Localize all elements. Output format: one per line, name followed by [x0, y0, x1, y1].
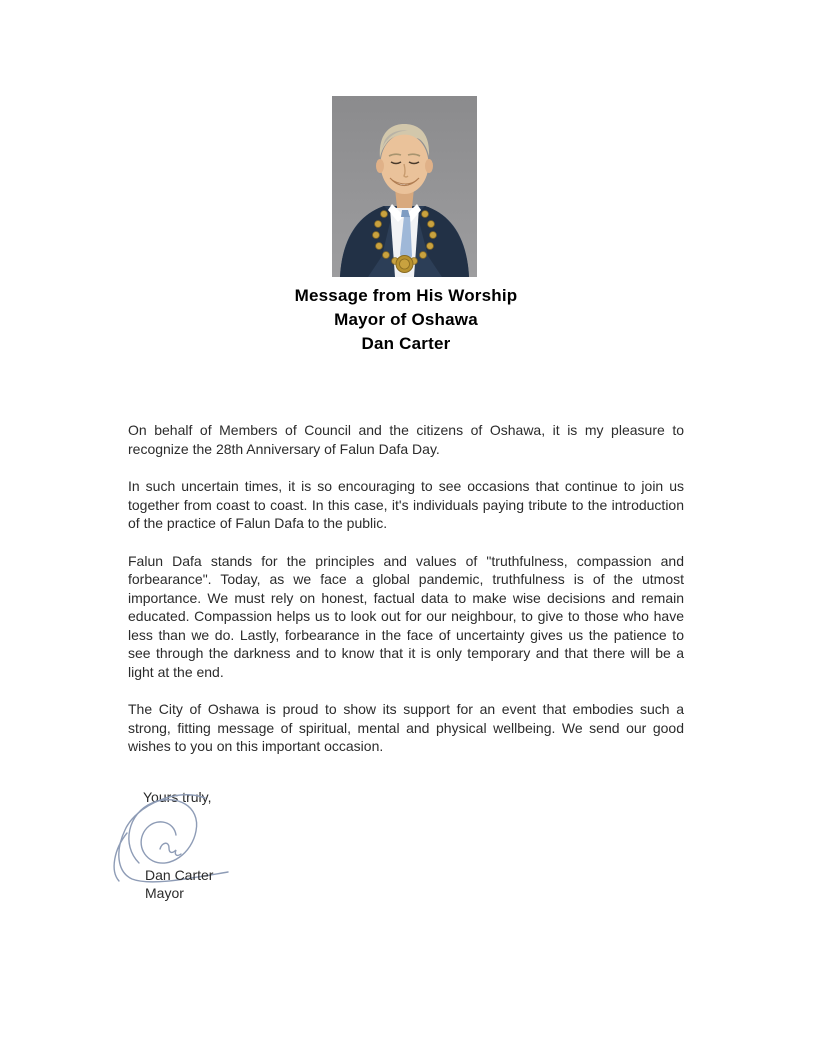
- paragraph: On behalf of Members of Council and the citizens of Oshawa, it is my pleasure to recognize the 28th Anniversary of Falun Dafa Day.: [128, 422, 684, 457]
- signer-name: Dan Carter: [145, 867, 214, 883]
- message-heading: [128, 284, 684, 356]
- paragraph: The City of Oshawa is proud to show its support for an event that embodies such a strong, fitting message of spiritual, mental and physical wellbeing. We send our good wishes to you on this important occasion.: [128, 701, 684, 754]
- mayor-portrait-photo: [332, 96, 477, 277]
- letter-body: [128, 421, 684, 775]
- signer-block: [145, 866, 213, 902]
- heading-line-title: Message from His Worship: [294, 286, 518, 305]
- paragraph: In such uncertain times, it is so encouraging to see occasions that continue to join us together from coast to coast. In this case, it's individuals paying tribute to the introduction of the practice of Falun Dafa to the public.: [128, 478, 684, 531]
- mayor-portrait-graphic: [332, 96, 477, 277]
- heading-line-name: Dan Carter: [361, 334, 451, 353]
- heading-line-office: Mayor of Oshawa: [334, 310, 478, 329]
- salutation: Yours truly,: [143, 789, 212, 805]
- signer-title: Mayor: [145, 885, 184, 901]
- paragraph: Falun Dafa stands for the principles and values of "truthfulness, compassion and forbearance". Today, as we face a global pandemic, truthfulness is of the utmost importance. We must rely on honest, factual data to make wise decisions and remain educated. Compassion helps us to look out for our neighbour, to give to those who have less than we do. Lastly, forbearance in the face of uncertainty gives us the patience to see through the darkness and to know that it is only temporary and that there will be a light at the end.: [128, 552, 684, 680]
